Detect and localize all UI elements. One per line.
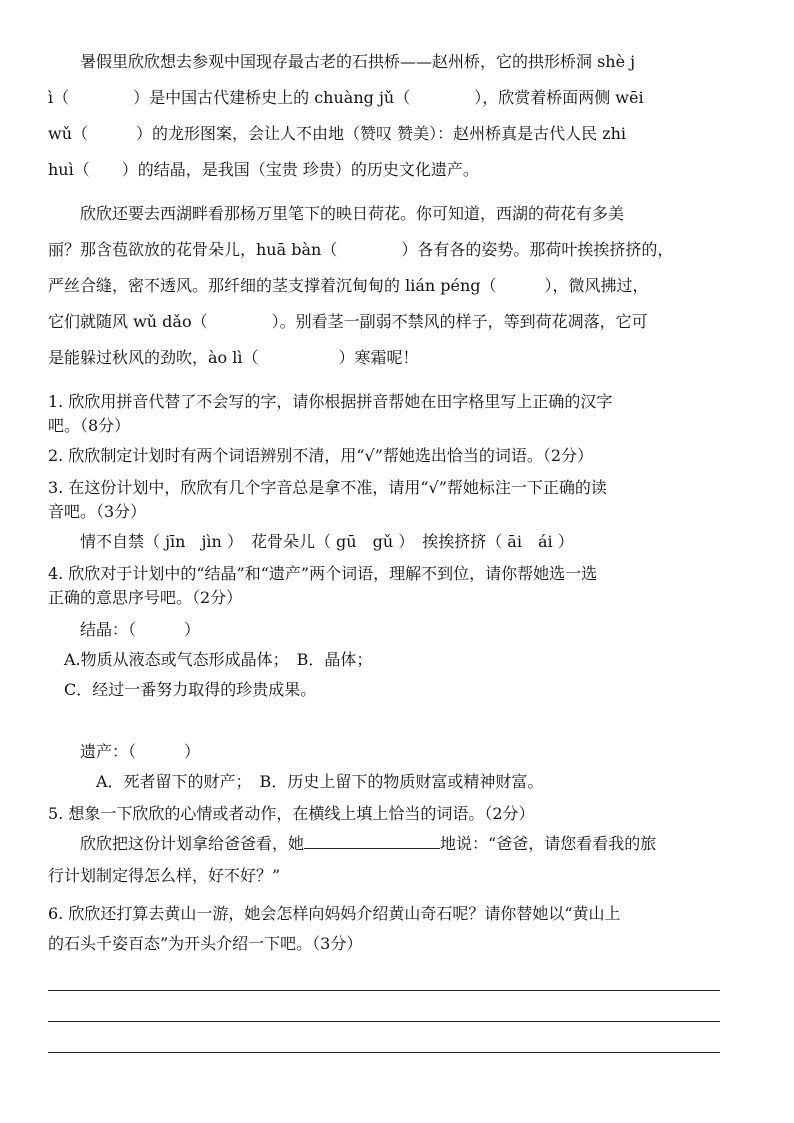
passage-p2-line-2: 丽？那含苞欲放的花骨朵儿，huā bàn（ ）各有各的姿势。那荷叶挨挨挤挤的， bbox=[48, 240, 674, 259]
question-4-yichan-options: A．死者留下的财产； B．历史上留下的物质财富或精神财富。 bbox=[96, 772, 544, 791]
question-5-sentence-line-2: 行计划制定得怎么样，好不好？” bbox=[48, 866, 281, 885]
passage-p2-line-5: 是能躲过秋风的劲吹，ào lì（ ）寒霜呢！ bbox=[48, 348, 419, 367]
question-5-text-before: 欣欣把这份计划拿给爸爸看，她 bbox=[80, 834, 305, 853]
question-4-jiejing-label: 结晶：（ ） bbox=[80, 620, 201, 639]
question-1-line-2: 吧。（8分） bbox=[48, 416, 131, 435]
passage-p2-line-3: 严丝合缝，密不透风。那纤细的茎支撑着沉甸甸的 lián péng（ ），微风拂过， bbox=[48, 276, 649, 295]
passage-p1-line-3: wǔ（ ）的龙形图案，会让人不由地（赞叹 赞美）：赵州桥真是古代人民 zhi bbox=[48, 124, 627, 143]
question-4-jiejing-option-c: C．经过一番努力取得的珍贵成果。 bbox=[64, 680, 317, 699]
question-5-text-after: 地说：“爸爸，请您看看我的旅 bbox=[440, 834, 657, 853]
passage-p1-line-2: ì（ ）是中国古代建桥史上的 chuàng jǔ（ ），欣赏着桥面两侧 wēi bbox=[48, 88, 644, 107]
question-3-options: 情不自禁（ jīn jìn ） 花骨朵儿（ gū gǔ ） 挨挨挤挤（ āi ái ） bbox=[80, 532, 574, 551]
answer-writing-line-1[interactable] bbox=[48, 990, 720, 991]
question-5-answer-blank[interactable] bbox=[304, 834, 440, 849]
passage-p1-line-1: 暑假里欣欣想去参观中国现存最古老的石拱桥——赵州桥，它的拱形桥洞 shè j bbox=[80, 52, 636, 71]
question-2: 2. 欣欣制定计划时有两个词语辨别不清，用“√”帮她选出恰当的词语。（2分） bbox=[48, 446, 594, 465]
question-3-line-2: 音吧。（3分） bbox=[48, 502, 147, 521]
question-6-line-2: 的石头千姿百态”为开头介绍一下吧。（3分） bbox=[48, 934, 363, 953]
answer-writing-line-2[interactable] bbox=[48, 1021, 720, 1022]
question-4-line-2: 正确的意思序号吧。（2分） bbox=[48, 588, 243, 607]
passage-p2-line-1: 欣欣还要去西湖畔看那杨万里笔下的映日荷花。你可知道，西湖的荷花有多美 bbox=[80, 204, 625, 223]
question-4-yichan-label: 遗产：（ ） bbox=[80, 742, 201, 761]
passage-p2-line-4: 它们就随风 wǔ dǎo（ ）。别看茎一副弱不禁风的样子，等到荷花凋落，它可 bbox=[48, 312, 648, 331]
question-1-line-1: 1. 欣欣用拼音代替了不会写的字，请你根据拼音帮她在田字格里写上正确的汉字 bbox=[48, 392, 613, 411]
question-4-line-1: 4. 欣欣对于计划中的“结晶”和“遗产”两个词语，理解不到位，请你帮她选一选 bbox=[48, 564, 598, 583]
question-4-jiejing-options-ab: A.物质从液态或气态形成晶体； B．晶体； bbox=[64, 650, 373, 669]
question-5-sentence-line-1 bbox=[80, 834, 780, 854]
passage-p1-line-4: huì（ ）的结晶，是我国（宝贵 珍贵）的历史文化遗产。 bbox=[48, 160, 479, 179]
answer-writing-line-3[interactable] bbox=[48, 1052, 720, 1053]
question-3-line-1: 3. 在这份计划中，欣欣有几个字音总是拿不准，请用“√”帮她标注一下正确的读 bbox=[48, 478, 607, 497]
question-5: 5. 想象一下欣欣的心情或者动作，在横线上填上恰当的词语。（2分） bbox=[48, 804, 535, 823]
question-6-line-1: 6. 欣欣还打算去黄山一游，她会怎样向妈妈介绍黄山奇石呢？请你替她以“黄山上 bbox=[48, 904, 621, 923]
